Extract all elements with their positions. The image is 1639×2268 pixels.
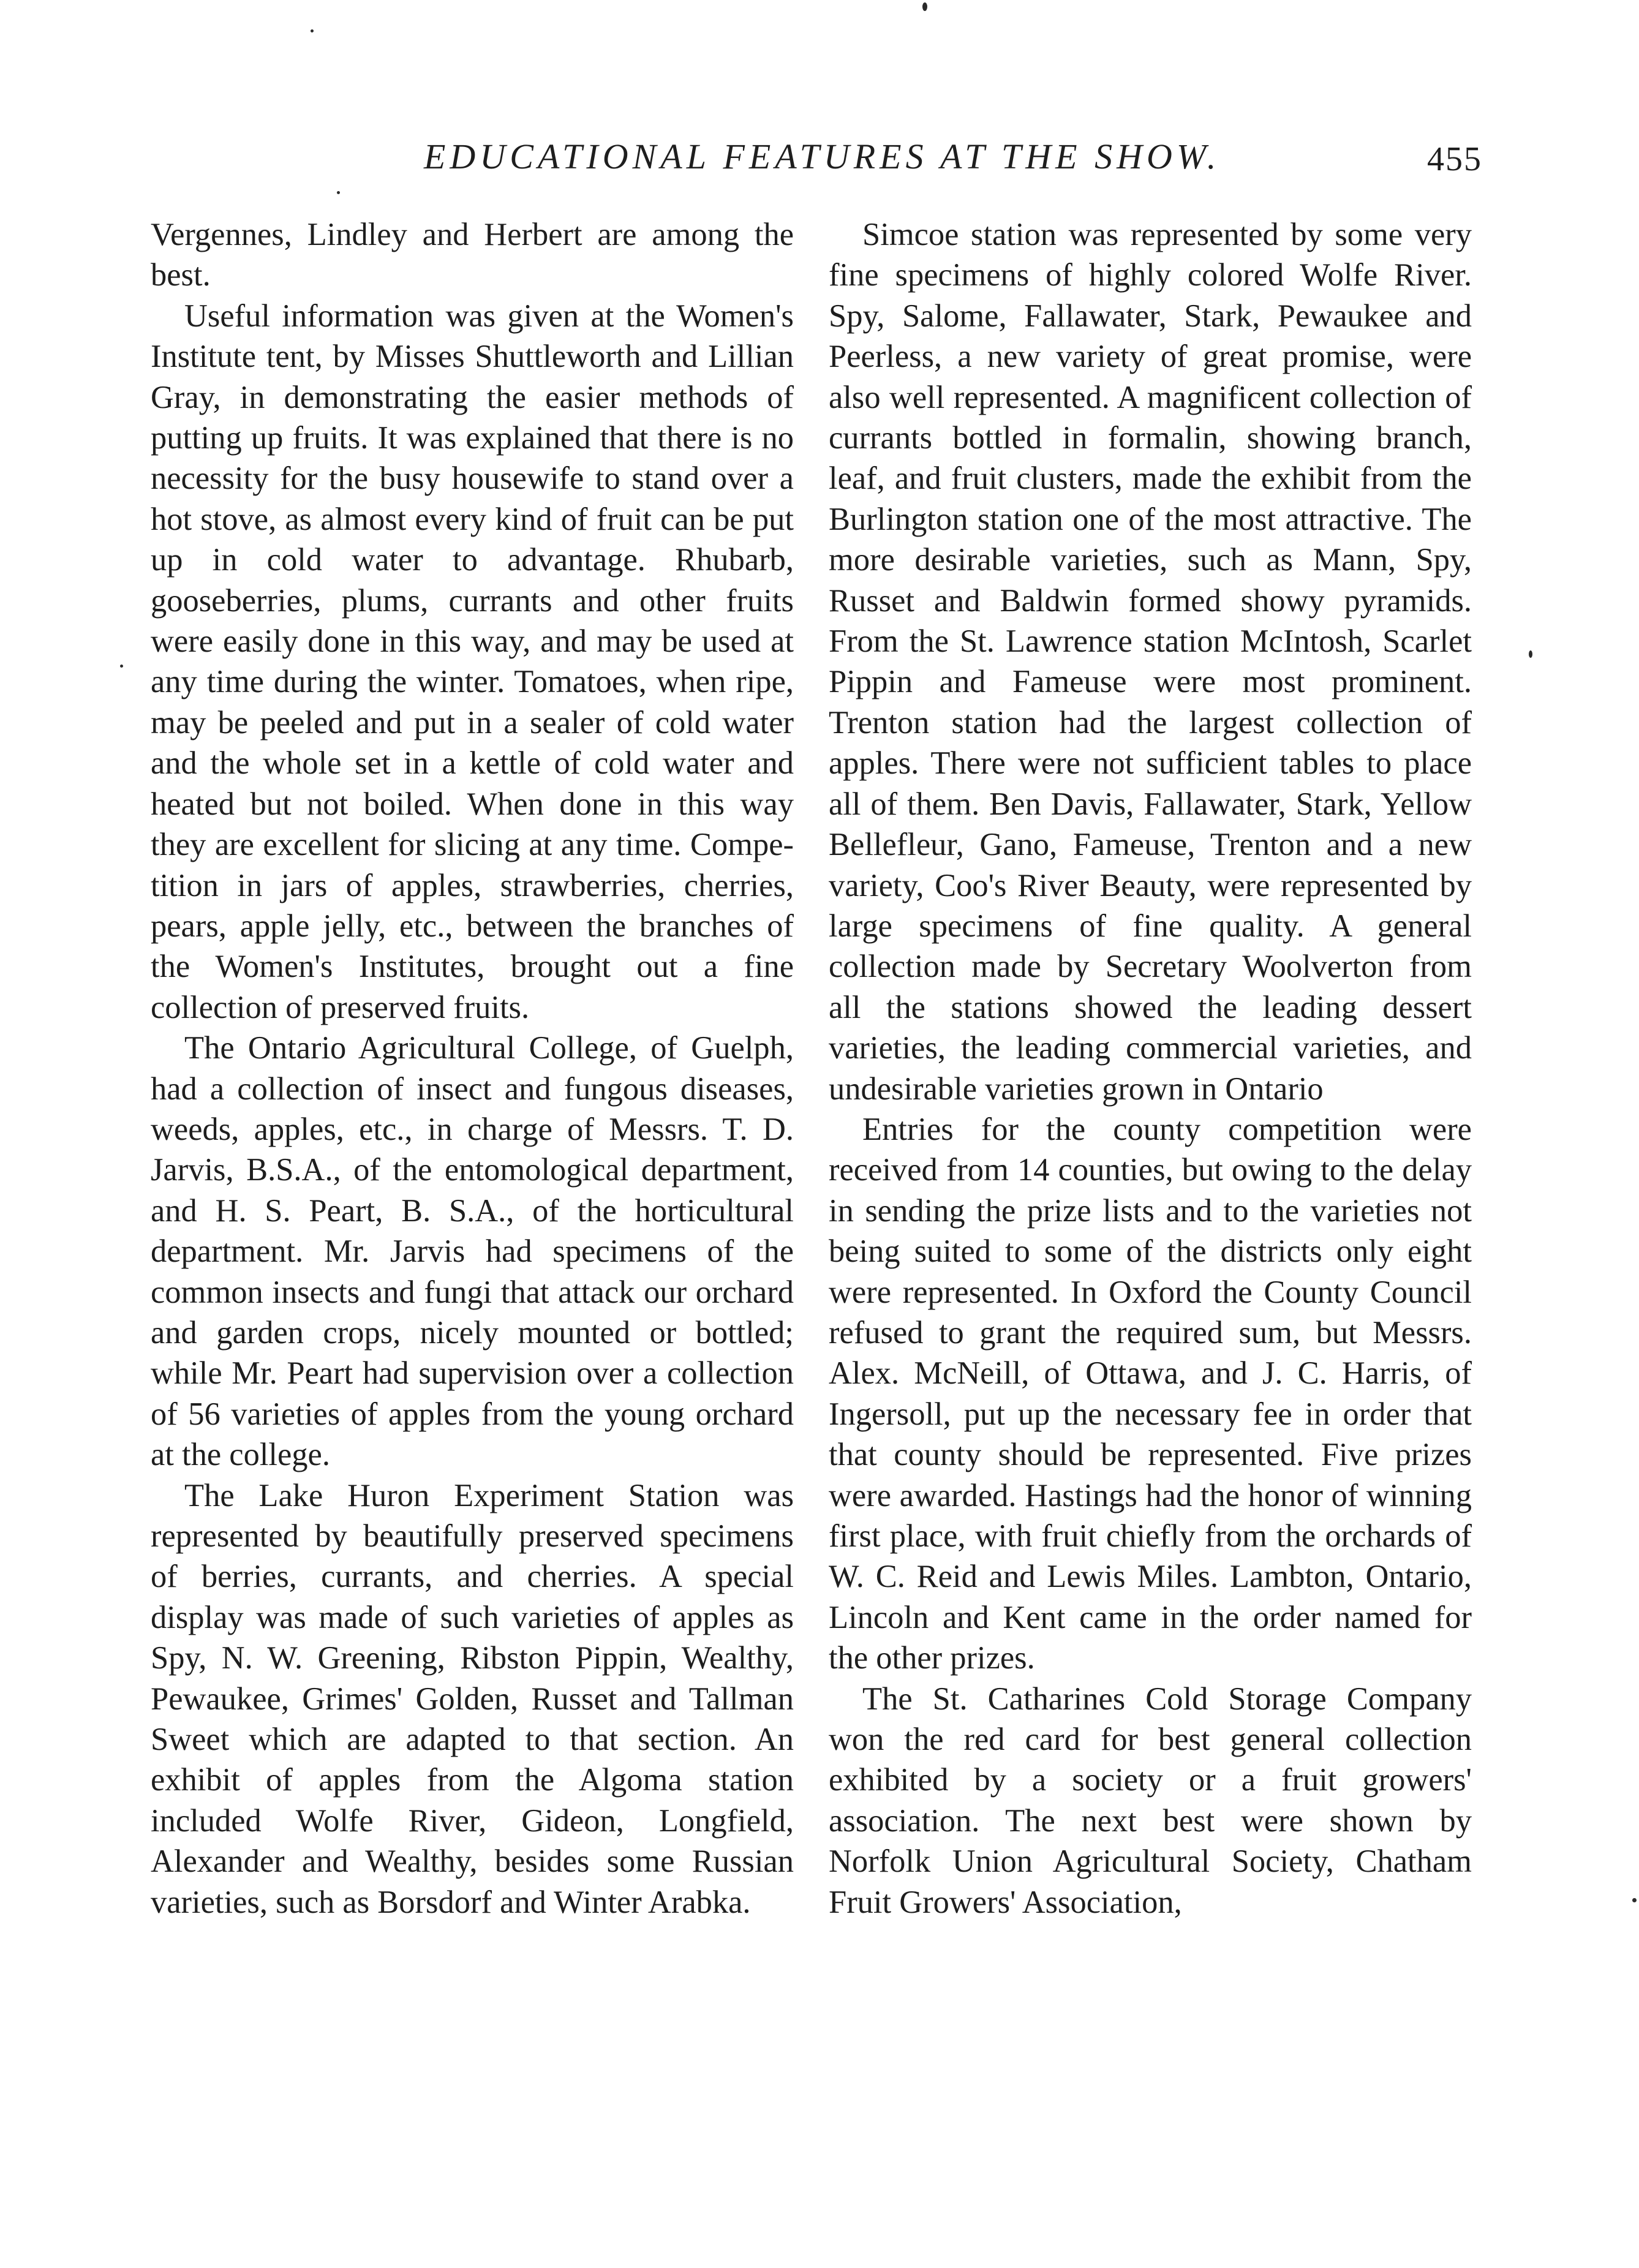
paragraph: Simcoe station was represented by some very fine specimens of highly colored Wolfe River. Spy, Salome, Fallawater, Stark, Pewaukee and Peerless, a new variety of great promise, were also well represented. A magnificent collection of currants bottled in formalin, showing branch, leaf, and fruit clusters, made the exhibit from the Burlington station one of the most attractive. The more desirable varieties, such as Mann, Spy, Russet and Baldwin formed showy pyramids. From the St. Lawrence station McIntosh, Scarlet Pippin and Fameuse were most prominent. Trenton station had the largest collection of apples. There were not sufficient tables to place all of them. Ben Davis, Fallawater, Stark, Yellow Bellefleur, Gano, Fameuse, Trenton and a new variety, Coo's River Beauty, were represented by large specimens of fine quality. A general collection made by Secretary Woolverton from all the stations showed the leading dessert varieties, the leading commercial varieties, and undesirable varieties grown in Ontario xyxy=(829,217,1472,1107)
paragraph: The St. Catharines Cold Storage Company won the red card for best general collection exhibited by a society or a fruit growers' association. The next best were shown by Norfolk Union Agricultural Society, Chatham Fruit Growers' Association, xyxy=(829,1681,1472,1920)
paragraph: Vergennes, Lindley and Herbert are among the best. xyxy=(151,217,794,293)
page-header xyxy=(147,136,1482,185)
scan-speck xyxy=(120,665,123,668)
paragraph: The Lake Huron Experiment Station was represented by beautifully preserved specimens of berries, currants, and cherries. A special display was made of such varieties of apples as Spy, N. W. Greening, Ribston Pippin, Wealthy, Pewaukee, Grimes' Golden, Russet and Tallman Sweet which are adapted to that section. An exhibit of apples from the Algoma station included Wolfe River, Gideon, Longfield, Alexander and Wealthy, besides some Russian varieties, such as Borsdorf and Winter Arabka. xyxy=(151,1477,794,1920)
scan-speck xyxy=(1529,650,1532,658)
scan-speck xyxy=(337,191,340,194)
scan-speck xyxy=(922,2,927,11)
running-title: EDUCATIONAL FEATURES AT THE SHOW. xyxy=(424,137,1221,176)
paragraph: Useful information was given at the Women's Institute tent, by Misses Shuttleworth and Lillian Gray, in demonstrating the easier methods of putting up fruits. It was explained that there is no necessity for the busy housewife to stand over a hot stove, as almost every kind of fruit can be put up in cold water to advantage. Rhubarb, gooseberries, plums, currants and other fruits were easily done in this way, and may be used at any time during the winter. Tomatoes, when ripe, may be peeled and put in a sealer of cold water and the whole set in a kettle of cold water and heated but not boiled. When done in this way they are excellent for slicing at any time. Competition in jars of apples, strawberries, cherries, pears, apple jelly, etc., between the branches of the Women's Institutes, brought out a fine collection of preserved fruits. xyxy=(151,298,794,1025)
scan-speck xyxy=(1632,1898,1637,1902)
right-column xyxy=(829,214,1472,1923)
paragraph: Entries for the county competition were received from 14 counties, but owing to the delay in sending the prize lists and to the varieties not being suited to some of the districts only eight were represented. In Oxford the County Council refused to grant the required sum, but Messrs. Alex. McNeill, of Ottawa, and J. C. Harris, of Ingersoll, put up the necessary fee in order that that county should be represented. Five prizes were awarded. Hastings had the honor of winning first place, with fruit chiefly from the orchards of W. C. Reid and Lewis Miles. Lambton, Ontario, Lincoln and Kent came in the order named for the other prizes. xyxy=(829,1111,1472,1676)
left-column xyxy=(151,214,794,1923)
scan-speck xyxy=(311,29,314,32)
page-number: 455 xyxy=(1427,140,1482,178)
paragraph: The Ontario Agricultural College, of Guelph, had a collection of insect and fungous diseases, weeds, apples, etc., in charge of Messrs. T. D. Jarvis, B.S.A., of the entomological department, and H. S. Peart, B. S.A., of the horticultural department. Mr. Jarvis had specimens of the common insects and fungi that attack our orchard and garden crops, nicely mounted or bottled; while Mr. Peart had supervision over a collection of 56 varieties of apples from the young orchard at the college. xyxy=(151,1030,794,1473)
